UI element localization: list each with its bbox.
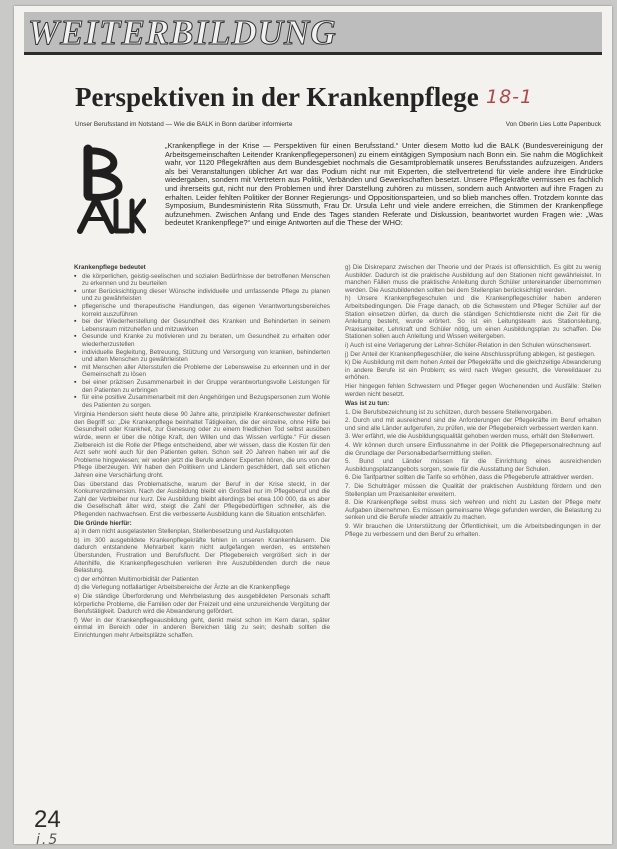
right-section-heading: Was ist zu tun:	[345, 400, 390, 408]
definition-list	[74, 273, 330, 410]
paragraph: i) Auch ist eine Verlagerung der Lehrer-Schüler-Relation in den Schulen wünschenswert.	[345, 341, 592, 349]
numbered-item: 2. Durch und mit ausreichend sind die Anforderungen der Pflegekräfte im Beruf erhalten und sind alle Länder aufgerufen, zu prüfen, wie der Pflegebereich verbessert werden kann.	[345, 417, 601, 432]
list-item: ▪ die körperlichen, geistig-seelischen und sozialen Bedürfnisse der betroffenen Menschen zu erkennen und zu beurteilen	[74, 273, 330, 288]
numbered-item: 1. Die Berufsbezeichnung ist zu schützen, durch bessere Stellenvorgaben.	[345, 408, 553, 416]
section-banner	[24, 12, 602, 55]
paragraph: Das überstand das Problematische, warum der Beruf in der Krise steckt, in der Konkurrenzdimension. Nach der Ausbildung bleibt ein Großteil nur im Pflegeberuf und die Zahl der Verbleiber nur kurz. Die Ausbildung bleibt allerdings bei etwa 100 000, da es aber die Gesellschaft älter wird, steigt die Zahl der Pflegebedürftigen schneller, als die Pflegenden nachwachsen. Erst die verbesserte Ausbildung kann die Situation entschärfen.	[74, 480, 330, 518]
list-item: ▪ bei der Wiederherstellung der Gesundheit des Kranken und Behinderten in seinem Lebensraum mitzuhelfen und mitzuwirken	[74, 318, 330, 333]
article-intro: „Krankenpflege in der Krise — Perspektiven für einen Berufsstand.“ Unter diesem Motto lud die BALK (Bundesvereinigung der Arbeitsgemeinschaften Leitender Krankenpflegepersonen) zu einem eintägigen Symposium nach Bonn ein. Sie nahm die Möglichkeit wahr, vor 1120 Pflegekräften aus dem Bundesgebiet nochmals die Gesamtproblematik unseres Berufsstandes aufzuzeigen. Anders als bei Veranstaltungen üblicher Art war das Podium nicht nur mit Experten, die stellvertretend für viele andere ihre Eindrücke wiedergaben, sondern mit Vertretern aus Politik, Verbänden und Gewerkschaften besetzt. Unsere Pflegekräfte vermissen es fachlich und ihrerseits gut, nicht nur den Problemen und ihrer Darstellung zuhören zu müssen, sondern auch Antworten auf ihre Fragen zu erhalten. Leider fehlten Politiker der Bonner Regierungs- und Oppositionsparteien, und so blieb manches offen. Trotzdem konnte das Symposium, Bundesministerin Rita Süssmuth, Frau Dr. Ursula Lehr und viele andere erreichen, die Stimmen der Krankenpflege aufzunehmen. Zwischen Anfang und Ende des Tages standen Referate und Diskussion, beantwortet wurden Fragen wie: „Was bedeutet Krankenpflege?“ und einige Antworten auf die These der WHO:	[165, 142, 603, 228]
numbered-item: 9. Wir brauchen die Unterstützung der Öffentlichkeit, um die Arbeitsbedingungen in der Pflege zu verbessern und den Beruf zu erhalten.	[345, 523, 601, 538]
paragraph: g) Die Diskrepanz zwischen der Theorie und der Praxis ist offensichtlich. Es gibt zu wenig Ausbilder. Dadurch ist die praktische Ausbildung auf den Stationen nicht gewährleistet. In manchen Fällen muss die praktische Anleitung durch Schüler untereinander übernommen werden. Die Auszubildenden sollten bei dem Stellenplan berücksichtigt werden.	[345, 264, 601, 294]
article-subline	[75, 120, 601, 130]
balk-logo-icon	[76, 143, 146, 235]
sub-item: a) in dem nicht ausgelasteten Stellenplan, Stellenbesetzung und Ausfallquoten	[74, 528, 293, 536]
left-heading: Krankenpflege bedeutet	[74, 264, 146, 271]
list-item: ▪ bei einer präzisen Zusammenarbeit in der Gruppe verantwortungsvolle Leistungen für den Patienten zu erbringen	[74, 379, 330, 394]
numbered-item: 6. Die Tarifpartner sollten die Tarife so erhöhen, dass die Pflegeberufe attraktiver werden.	[345, 474, 594, 482]
sub-item: b) im 300 ausgebildete Krankenpflegekräfte fehlen in unseren Krankenhäusern. Die dadurch entstandene Mehrarbeit kann nicht aufgefangen werden, es entstehen Überstunden, Frustration und Berufsflucht. Der Pflegebereich vergrößert sich in der Altenhilfe, die Krankenpflegeschulen verlieren ihre Auszubildenden durch die neue Belastung.	[74, 536, 330, 575]
paragraph: h) Unsere Krankenpflegeschulen und die Krankenpflegeschüler haben anderen Arbeitsbedingungen. Die Frage danach, ob die Schwestern und Pfleger Schüler auf der Station einsetzen dürfen, da durch die ständigen Schichtdienste nicht die Zeit für die Anleitung besteht, wurde erörtert. So ist ein Leitungsteam aus Stationsleitung, Praxisanleiter, Lehrkraft und Schüler nötig, um einen Ausbildungsplan zu schaffen. Die Stationen sollen auch Anleitung und Wissen weitergeben.	[345, 295, 601, 341]
left-section-heading: Die Gründe hierfür:	[74, 519, 132, 527]
numbered-item: 5. Bund und Länder müssen für die Einrichtung eines ausreichenden Ausbildungsplatzangebots sorgen, sowie für die Ausstattung der Schulen.	[345, 458, 601, 473]
paragraph: k) Die Ausbildung mit dem hohen Anteil der Pflegekräfte und die gleichzeitige Abwanderung in andere Berufe ist ein Problem; es wird nach Wegen gesucht, die Verweildauer zu erhöhen.	[345, 359, 601, 382]
list-item: ▪ für eine positive Zusammenarbeit mit den Angehörigen und Bezugspersonen zum Wohle des Patienten zu sorgen.	[74, 394, 330, 409]
paragraph: Hier hingegen fehlen Schwestern und Pfleger gegen Wochenenden und Ausfälle: Stellen werden nicht besetzt.	[345, 382, 601, 398]
handwritten-page-note: i.5	[36, 832, 60, 844]
list-item: ▪ individuelle Begleitung, Betreuung, Stützung und Versorgung von kranken, behinderten und alten Menschen zu gewährleisten	[74, 349, 330, 364]
sub-item: f) Wer in der Krankenpflegeausbildung geht, denkt meist schon im Kern daran, später einmal im Bereich oder in anderen Bereichen tätig zu sein; deshalb sollten die Einrichtungen mehr Arbeitsplätze schaffen.	[74, 616, 330, 639]
article-headline: Perspektiven in der Krankenpflege	[75, 82, 479, 112]
paragraph: Virginia Henderson sieht heute diese 90 Jahre alte, prinzipielle Krankenschwester definiert den Begriff so: „Die Krankenpflege beinhaltet Tätigkeiten, die der einzelne, ohne Hilfe bei Gesundheit oder Krankheit, zur Genesung oder zu einem friedlichen Tod selbst ausüben würde, wenn er über die nötige Kraft, den Willen und das Wissen verfügte.“ Für diesen Zielbereich ist die Rolle der Pflege entscheidend, aber wir wissen, dass die Kosten für den Arzt sehr wohl auch für den Patienten gelten. Schon seit 20 Jahren haben wir auf die Probleme hingewiesen; wir wollen jetzt die Berufe anderer Experten hören, die uns von der Pflege überzeugen. Wir haben den Politikern und Ländern geschildert, daß seit etlichen Jahren eine Verschärfung droht.	[74, 411, 330, 480]
sub-item: c) der erhöhten Multimorbidität der Patienten	[74, 575, 199, 583]
left-column	[74, 264, 330, 824]
handwritten-note: 18-1	[486, 86, 534, 108]
list-item: ▪ Gesunde und Kranke zu motivieren und zu beraten, um Gesundheit zu erhalten oder wiederherzustellen	[74, 333, 330, 348]
list-item: ▪ unter Berücksichtigung dieser Wünsche individuelle und umfassende Pflege zu planen und zu gewährleisten	[74, 288, 330, 303]
paragraph: j) Der Anteil der Krankenpflegeschüler, die keine Abschlussprüfung ablegen, ist gestiegen.	[345, 350, 596, 358]
list-item: ▪ mit Menschen aller Altersstufen die Probleme der Lebensweise zu erkennen und in der Gemeinschaft zu lösen	[74, 364, 330, 379]
sub-item: e) Die ständige Überforderung und Mehrbelastung des ausgebildeten Personals schafft körperliche Probleme, die Familien oder der Freizeit und eine unzureichende Vergütung der Berufstätigkeit. Dadurch wird die Abwanderung gefördert.	[74, 592, 330, 616]
author-byline: Von Oberin Lies Lotte Papenbuck	[505, 121, 601, 128]
page-number: 24	[34, 806, 61, 833]
right-column	[345, 264, 601, 824]
numbered-item: 3. Wer erfährt, wie die Ausbildungsqualität gehoben werden muss, erhält den Stellenwert.	[345, 433, 595, 441]
section-title: WEITERBILDUNG	[28, 13, 337, 52]
numbered-item: 8. Die Krankenpflege selbst muss sich wehren und nicht zu Lasten der Pflege mehr Aufgaben übernehmen. Es müssen gemeinsame Wege gefunden werden, die Belastung zu senken und die Berufe wieder attraktiv zu machen.	[345, 499, 601, 522]
magazine-page	[14, 6, 612, 844]
sub-item: d) die Verlegung notfallartiger Arbeitsbereiche der Ärzte an die Krankenpflege	[74, 584, 290, 592]
list-item: ▪ pflegerische und therapeutische Handlungen, das eigenen Verantwortungsbereiches korrekt auszuführen	[74, 303, 330, 318]
subline-text: Unser Berufsstand im Notstand — Wie die BALK in Bonn darüber informierte	[75, 121, 293, 128]
numbered-item: 7. Die Schulträger müssen die Qualität der praktischen Ausbildung fördern und den Stellenplan um Praxisanleiter erweitern.	[345, 483, 601, 498]
numbered-item: 4. Wir können durch unsere Einflussnahme in der Politik die Pflegepersonalrechnung auf die Grundlage der Personalbedarfsermittlung stellen.	[345, 442, 601, 457]
